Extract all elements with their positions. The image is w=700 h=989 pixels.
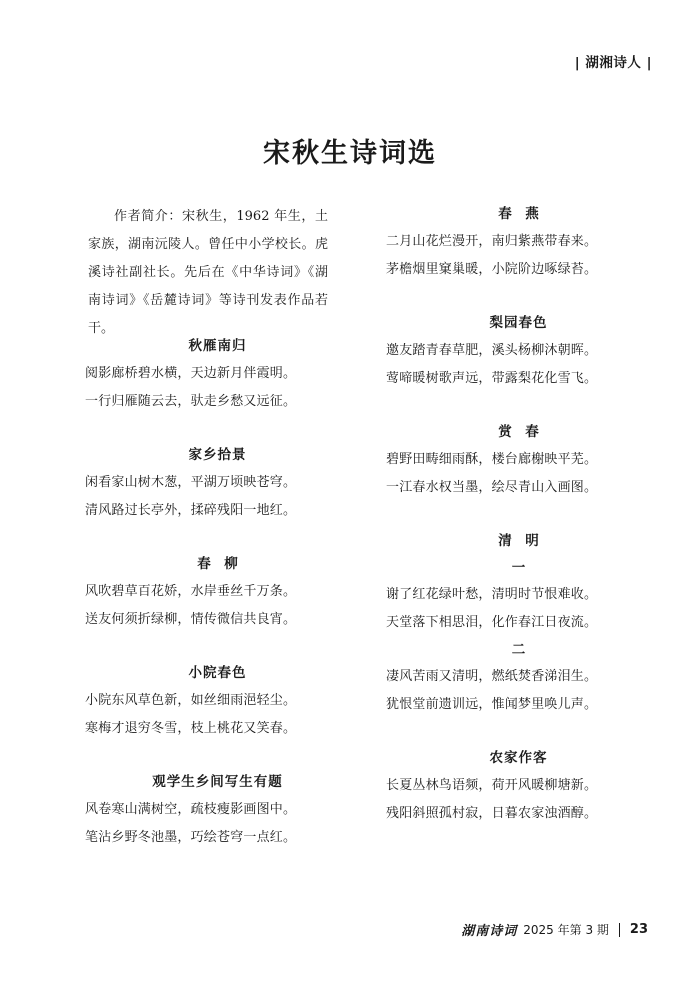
poem-title: 小院春色 (188, 665, 247, 681)
poem-line: 送友何须折绿柳，情传微信共良宵。 (85, 612, 297, 627)
page-number: 23 (629, 922, 648, 937)
footer-divider (619, 923, 620, 937)
poem-line: 寒梅才退穷冬雪，枝上桃花又笑春。 (85, 721, 297, 736)
poem-line: 一行归雁随云去，驮走乡愁又远征。 (85, 394, 297, 409)
poem-line: 笔沾乡野冬池墨，巧绘苍穹一点红。 (85, 830, 297, 845)
poem (85, 551, 350, 634)
poem-line: 长夏丛林鸟语频，荷开风暖柳塘新。 (386, 778, 598, 793)
poem-line: 风卷寒山满树空，疏枝瘦影画图中。 (85, 802, 297, 817)
poem-line: 阅影廊桥碧水横，天边新月伴霞明。 (85, 366, 297, 381)
author-intro: 作者简介：宋秋生，1962 年生，土家族，湖南沅陵人。曾任中小学校长。虎溪诗社副社长。先后在《中华诗词》《湖南诗词》《岳麓诗词》等诗刊发表作品若干。 (88, 209, 328, 336)
poem-line: 谢了红花绿叶愁，清明时节恨难收。 (386, 587, 598, 602)
page-title: 宋秋生诗词选 (263, 138, 437, 169)
poem-title: 秋雁南归 (188, 338, 247, 354)
journal-logo: 湖南诗词 (461, 924, 518, 939)
poem-line: 风吹碧草百花娇，水岸垂丝千万条。 (85, 584, 297, 599)
poem (386, 419, 651, 502)
poem-line: 清风路过长亭外，揉碎残阳一地红。 (85, 503, 297, 518)
poem (85, 769, 350, 852)
poem-line: 莺啼暖树歌声远，带露梨花化雪飞。 (386, 371, 598, 386)
poem-line: 小院东风草色新，如丝细雨浥轻尘。 (85, 693, 297, 708)
poem (85, 660, 350, 743)
poem-part-label: 二 (511, 642, 526, 658)
poem-title: 春柳 (197, 556, 252, 572)
poem-title: 梨园春色 (489, 315, 548, 331)
poem-line: 天堂落下相思泪，化作春江日夜流。 (386, 615, 598, 630)
poem-title: 家乡拾景 (188, 447, 247, 463)
poem-line: 茅檐烟里窠巢暖，小院阶边啄绿苔。 (386, 262, 598, 277)
poem (386, 201, 651, 284)
left-column (85, 333, 350, 878)
poem-line: 一江春水权当墨，绘尽青山入画图。 (386, 480, 598, 495)
poem (85, 333, 350, 416)
poem (386, 310, 651, 393)
poem-title: 春燕 (498, 206, 553, 222)
poem-title: 清明 (498, 533, 553, 549)
poem-title: 观学生乡间写生有题 (152, 774, 283, 790)
right-column (386, 201, 651, 854)
poem-line: 碧野田畴细雨酥，楼台廊榭映平芜。 (386, 452, 598, 467)
poem (85, 442, 350, 525)
page-footer (461, 920, 648, 939)
poem-line: 凄风苦雨又清明，燃纸焚香涕泪生。 (386, 669, 598, 684)
poem-qingming (386, 528, 651, 719)
poem-part-label: 一 (511, 560, 526, 576)
poem-line: 二月山花烂漫开，南归紫燕带春来。 (386, 234, 598, 249)
poem-title: 农家作客 (489, 750, 548, 766)
section-tag: | 湖湘诗人 | (574, 55, 652, 71)
poem-line: 犹恨堂前遗训远，惟闻梦里唤儿声。 (386, 697, 598, 712)
poem-line: 闲看家山树木葱，平湖万顷映苍穹。 (85, 475, 297, 490)
poem-line: 邀友踏青春草肥，溪头杨柳沐朝晖。 (386, 343, 598, 358)
poem (386, 745, 651, 828)
poem-title: 赏春 (498, 424, 553, 440)
poem-line: 残阳斜照孤村寂，日暮农家浊酒醇。 (386, 806, 598, 821)
issue-label: 2025 年第 3 期 (523, 923, 609, 937)
